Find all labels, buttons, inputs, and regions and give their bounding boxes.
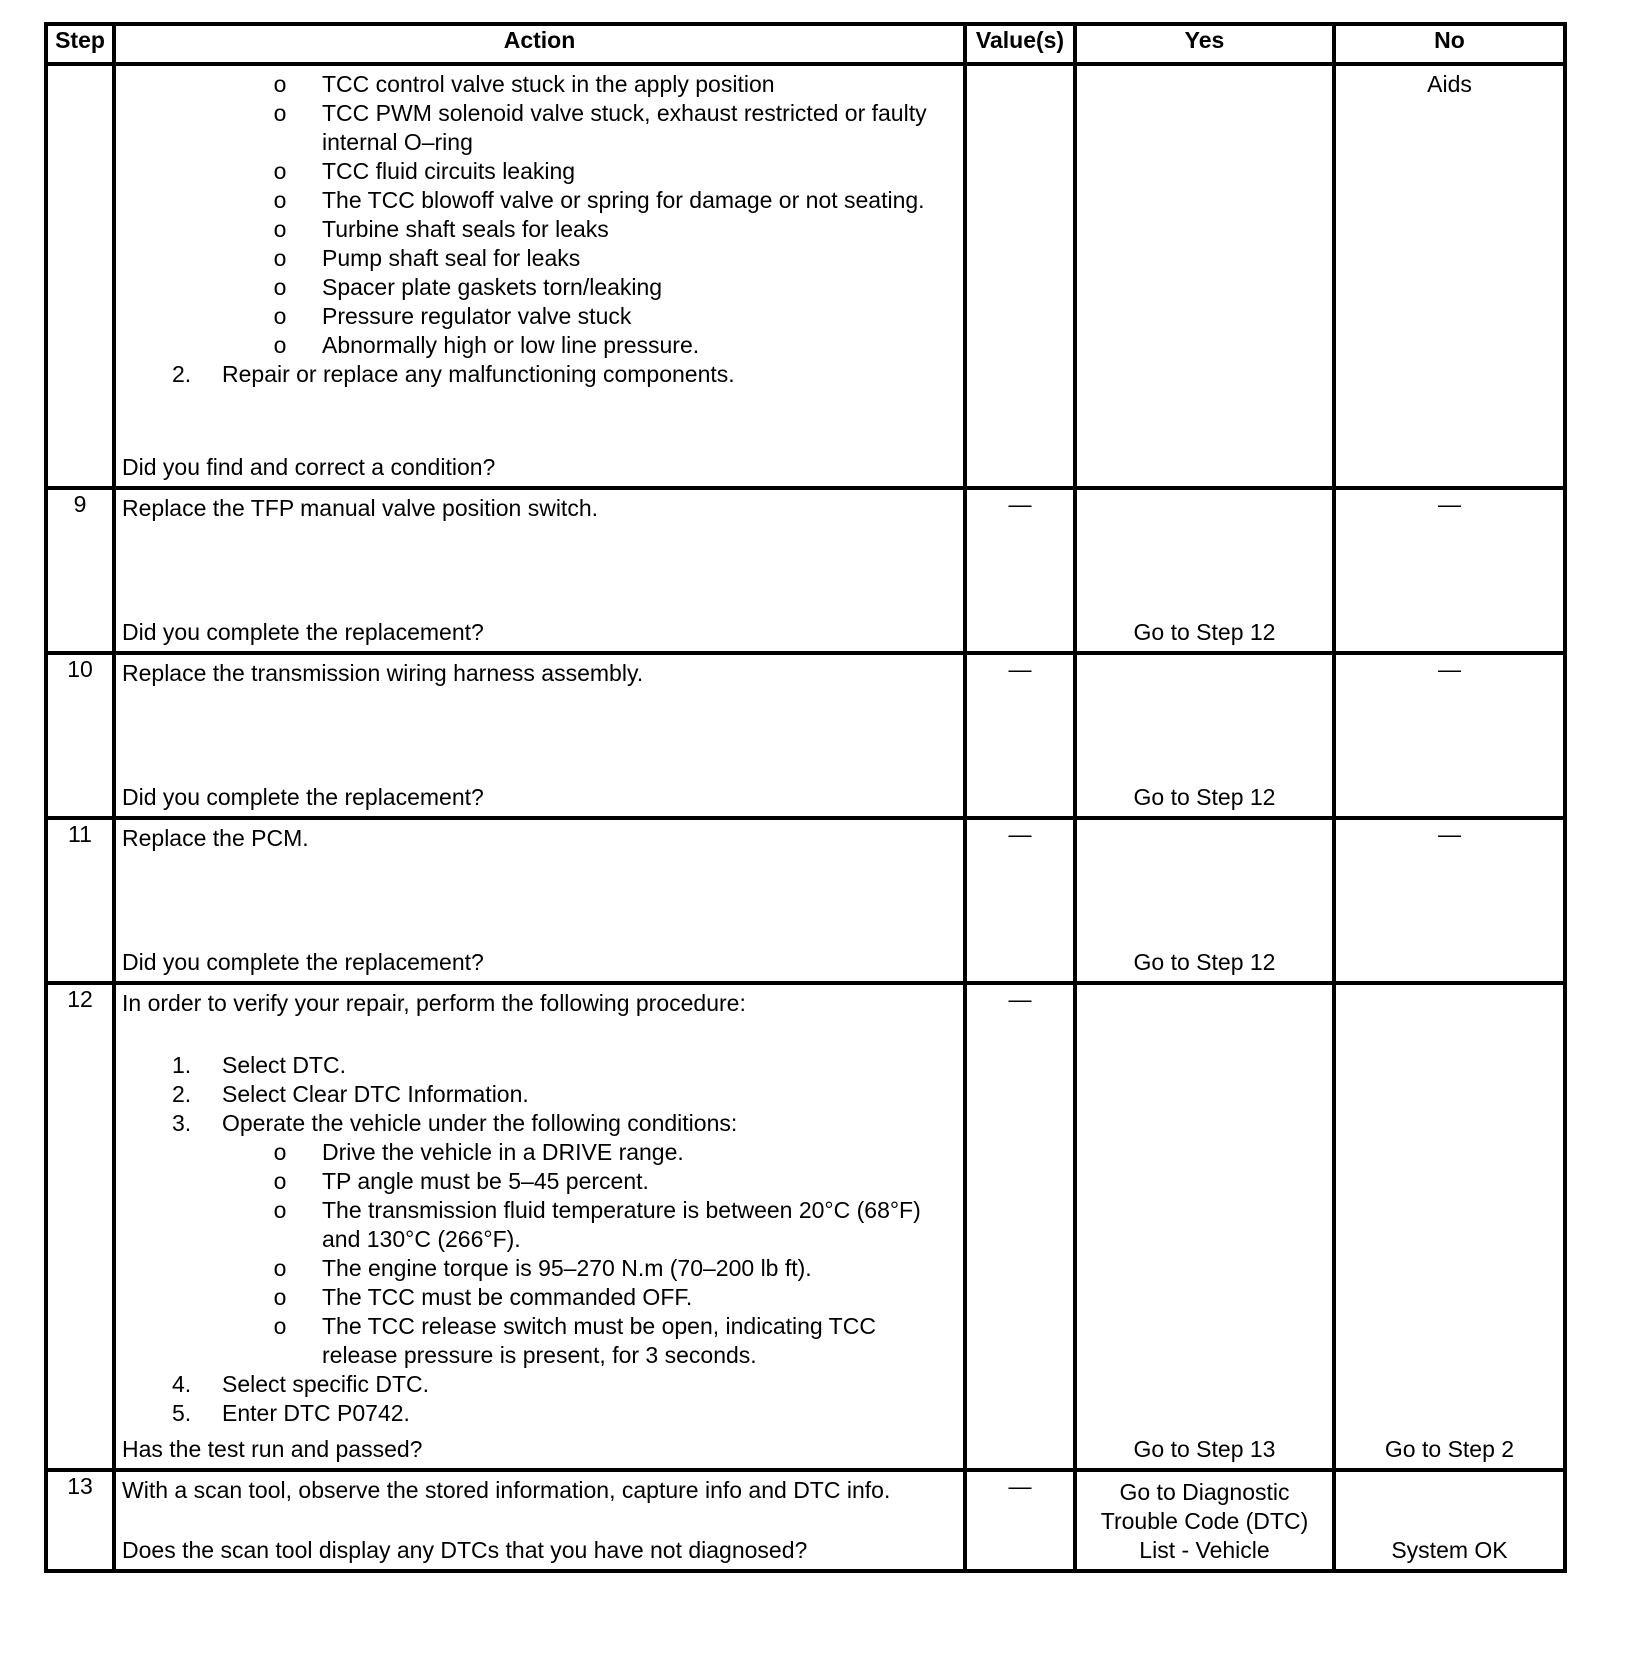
list-item: [122, 1196, 957, 1254]
list-item-text: Enter DTC P0742.: [222, 1400, 410, 1426]
list-item: [122, 1399, 957, 1428]
list-item-text: The transmission fluid temperature is between 20°C (68°F) and 130°C (266°F).: [322, 1197, 921, 1252]
procedure-list-continued: [122, 1370, 957, 1428]
table-row-step-10: [46, 653, 1565, 818]
no-cell: Aids: [1334, 64, 1565, 488]
action-cell: [114, 64, 965, 488]
condition-list: [122, 1138, 957, 1370]
list-item: [122, 331, 957, 360]
list-item-text: Select DTC.: [222, 1052, 346, 1078]
list-item-text: Pressure regulator valve stuck: [322, 303, 632, 329]
value-cell: —: [965, 818, 1075, 983]
header-step: Step: [46, 24, 114, 64]
action-cell: [114, 983, 965, 1470]
bullet-icon: o: [273, 1284, 287, 1310]
list-item: [122, 1283, 957, 1312]
no-cell: —: [1334, 818, 1565, 983]
list-item-text: TCC fluid circuits leaking: [322, 158, 576, 184]
list-item-text: Drive the vehicle in a DRIVE range.: [322, 1139, 684, 1165]
bullet-icon: o: [273, 71, 287, 97]
bullet-icon: o: [273, 245, 287, 271]
diagnostic-table: [44, 22, 1567, 1573]
action-cell: [114, 653, 965, 818]
list-item: [122, 70, 957, 99]
list-item-text: Select Clear DTC Information.: [222, 1081, 529, 1107]
table-row-step-12: [46, 983, 1565, 1470]
list-item: [122, 1312, 957, 1370]
header-no: No: [1334, 24, 1565, 64]
list-number: 1.: [172, 1052, 192, 1078]
list-item-text: Turbine shaft seals for leaks: [322, 216, 609, 242]
bullet-icon: o: [273, 1197, 287, 1223]
header-yes: Yes: [1075, 24, 1334, 64]
list-number: 2.: [172, 1081, 192, 1107]
diagnostic-table-wrapper: [44, 22, 1567, 1573]
list-item: [122, 273, 957, 302]
action-text: Replace the PCM.: [122, 825, 309, 851]
bullet-icon: o: [273, 1313, 287, 1339]
no-cell: [1334, 983, 1565, 1470]
bullet-icon: o: [273, 100, 287, 126]
yes-cell: [1075, 1470, 1334, 1571]
no-cell: —: [1334, 653, 1565, 818]
bullet-icon: o: [273, 1168, 287, 1194]
list-item: [122, 1254, 957, 1283]
step-number: 12: [46, 983, 114, 1470]
step-number: 11: [46, 818, 114, 983]
action-text: With a scan tool, observe the stored information, capture info and DTC info.: [122, 1477, 891, 1503]
action-cell: [114, 818, 965, 983]
list-item: [122, 99, 957, 157]
list-number: 3.: [172, 1110, 192, 1136]
question-text: Did you complete the replacement?: [122, 619, 484, 645]
step-number: 10: [46, 653, 114, 818]
bullet-icon: o: [273, 187, 287, 213]
value-cell: —: [965, 653, 1075, 818]
value-cell: —: [965, 983, 1075, 1470]
yes-cell: [1075, 983, 1334, 1470]
list-item: [122, 302, 957, 331]
list-item-text: Operate the vehicle under the following conditions:: [222, 1110, 738, 1136]
bullet-icon: o: [273, 332, 287, 358]
table-row-step-9: [46, 488, 1565, 653]
check-list: [122, 70, 957, 360]
list-item: [122, 1109, 957, 1138]
bullet-icon: o: [273, 1139, 287, 1165]
list-number: 4.: [172, 1371, 192, 1397]
list-item: 2. Repair or replace any malfunctioning components.: [172, 361, 735, 387]
step-number: 9: [46, 488, 114, 653]
list-number: 5.: [172, 1400, 192, 1426]
yes-cell: [1075, 64, 1334, 488]
list-item: [122, 186, 957, 215]
value-cell: [965, 64, 1075, 488]
list-item-text: The TCC release switch must be open, indicating TCC release pressure is present, for 3 seconds.: [322, 1313, 876, 1368]
step-number: 13: [46, 1470, 114, 1571]
yes-link[interactable]: Go to Step 12: [1133, 784, 1276, 810]
list-item-text: Pump shaft seal for leaks: [322, 245, 581, 271]
table-row-step-11: [46, 818, 1565, 983]
action-intro: In order to verify your repair, perform the following procedure:: [122, 990, 746, 1016]
step-cell: [46, 64, 114, 488]
list-item: [122, 1370, 957, 1399]
no-link[interactable]: System OK: [1391, 1537, 1508, 1563]
no-cell: —: [1334, 488, 1565, 653]
table-row-step-13: [46, 1470, 1565, 1571]
yes-link[interactable]: Go to Diagnostic Trouble Code (DTC) List - Vehicle: [1100, 1479, 1309, 1563]
question-text: Does the scan tool display any DTCs that you have not diagnosed?: [122, 1537, 808, 1563]
yes-link[interactable]: Go to Step 13: [1133, 1436, 1276, 1462]
value-cell: —: [965, 488, 1075, 653]
yes-cell: [1075, 818, 1334, 983]
list-item-text: The engine torque is 95–270 N.m (70–200 lb ft).: [322, 1255, 812, 1281]
yes-cell: [1075, 653, 1334, 818]
header-row: [46, 24, 1565, 64]
list-item: [122, 1138, 957, 1167]
header-values: Value(s): [965, 24, 1075, 64]
yes-link[interactable]: Go to Step 12: [1133, 949, 1276, 975]
list-item: [122, 157, 957, 186]
list-item-text: Spacer plate gaskets torn/leaking: [322, 274, 663, 300]
action-cell: [114, 488, 965, 653]
yes-link[interactable]: Go to Step 12: [1133, 619, 1276, 645]
list-item: [122, 1051, 957, 1080]
bullet-icon: o: [273, 274, 287, 300]
list-item-text: The TCC must be commanded OFF.: [322, 1284, 693, 1310]
question-text: Did you complete the replacement?: [122, 784, 484, 810]
list-item: [122, 215, 957, 244]
yes-cell: [1075, 488, 1334, 653]
list-item: [122, 1167, 957, 1196]
list-item: [122, 1080, 957, 1109]
list-item-text: TCC control valve stuck in the apply position: [322, 71, 775, 97]
list-item-text: Select specific DTC.: [222, 1371, 430, 1397]
table-row-continued: [46, 64, 1565, 488]
action-text: Replace the transmission wiring harness assembly.: [122, 660, 644, 686]
bullet-icon: o: [273, 1255, 287, 1281]
header-action: Action: [114, 24, 965, 64]
list-item-text: Abnormally high or low line pressure.: [322, 332, 700, 358]
question-text: Has the test run and passed?: [122, 1436, 423, 1462]
no-cell: [1334, 1470, 1565, 1571]
list-item-text: TP angle must be 5–45 percent.: [322, 1168, 649, 1194]
action-cell: [114, 1470, 965, 1571]
value-cell: —: [965, 1470, 1075, 1571]
list-item: [122, 244, 957, 273]
bullet-icon: o: [273, 303, 287, 329]
list-item-text: The TCC blowoff valve or spring for damage or not seating.: [322, 187, 925, 213]
list-item-text: TCC PWM solenoid valve stuck, exhaust restricted or faulty internal O–ring: [322, 100, 927, 155]
bullet-icon: o: [273, 216, 287, 242]
bullet-icon: o: [273, 158, 287, 184]
question-text: Did you complete the replacement?: [122, 949, 484, 975]
no-link[interactable]: Go to Step 2: [1384, 1436, 1515, 1462]
action-text: Replace the TFP manual valve position switch.: [122, 495, 599, 521]
question-text: Did you find and correct a condition?: [122, 454, 496, 480]
procedure-list: [122, 1051, 957, 1138]
